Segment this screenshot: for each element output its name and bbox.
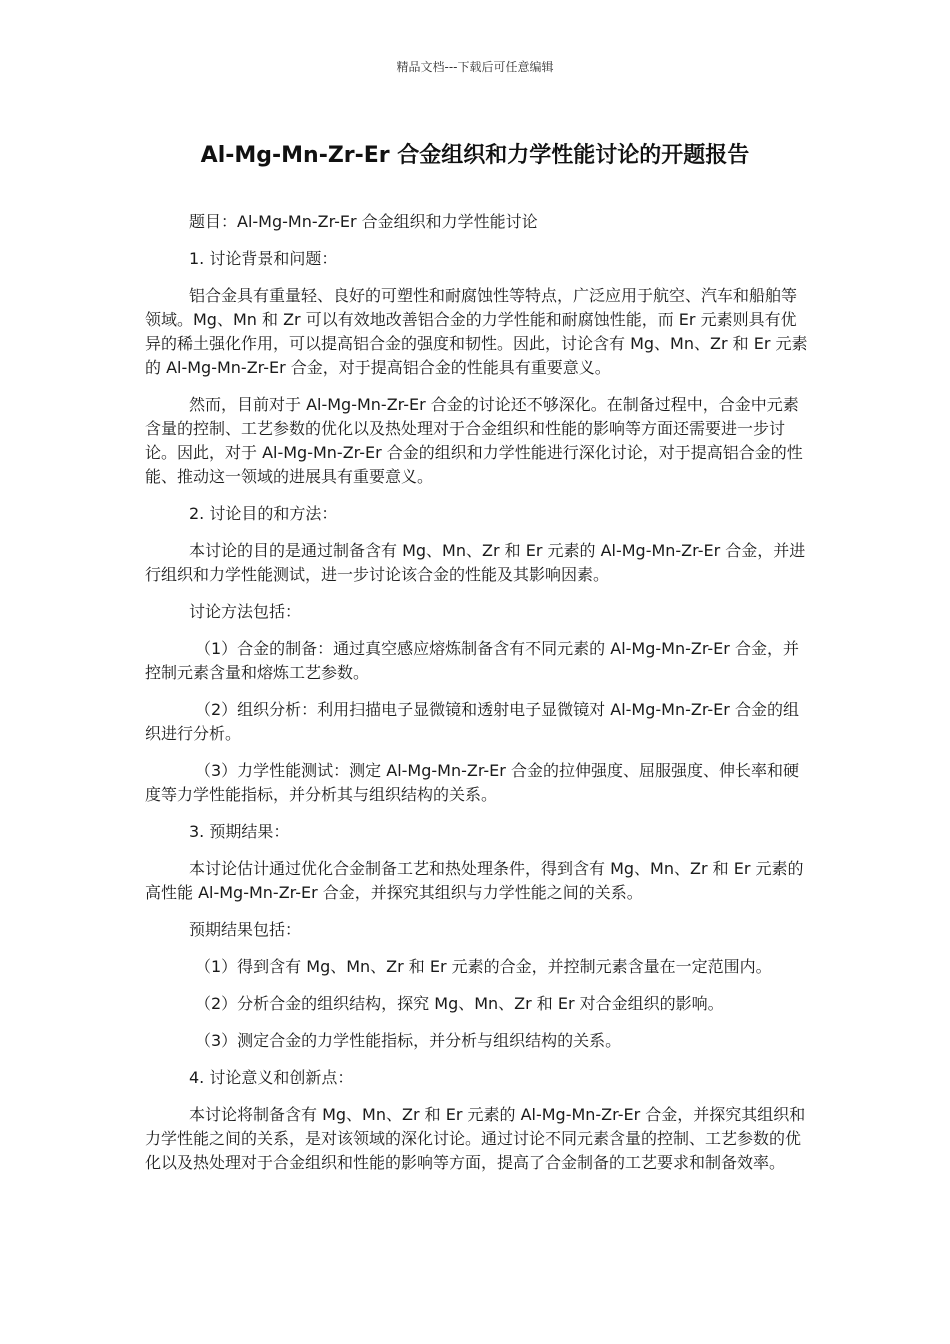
paragraph-background: 铝合金具有重量轻、良好的可塑性和耐腐蚀性等特点，广泛应用于航空、汽车和船舶等领域。Mg、Mn 和 Zr 可以有效地改善铝合金的力学性能和耐腐蚀性能，而 Er 元素则具有优异的稀土强化作用，可以提高铝合金的强度和韧性。因此，讨论含有 Mg、Mn、Zr 和 Er 元素的 Al-Mg-Mn-Zr-Er 合金，对于提高铝合金的性能具有重要意义。 [145, 286, 808, 377]
section-heading-background: 1. 讨论背景和问题： [189, 249, 338, 268]
document-title: Al-Mg-Mn-Zr-Er 合金组织和力学性能讨论的开题报告 [200, 143, 750, 168]
section-heading-significance: 4. 讨论意义和创新点： [189, 1068, 354, 1087]
method-item: （2）组织分析：利用扫描电子显微镜和透射电子显微镜对 Al-Mg-Mn-Zr-Er 合金的组织进行分析。 [145, 700, 799, 743]
topic-line: 题目：Al-Mg-Mn-Zr-Er 合金组织和力学性能讨论 [189, 212, 538, 231]
method-item: （1）合金的制备：通过真空感应熔炼制备含有不同元素的 Al-Mg-Mn-Zr-Er 合金，并控制元素含量和熔炼工艺参数。 [145, 639, 799, 682]
methods-intro: 讨论方法包括： [189, 602, 302, 621]
paragraph-significance: 本讨论将制备含有 Mg、Mn、Zr 和 Er 元素的 Al-Mg-Mn-Zr-Er 合金，并探究其组织和力学性能之间的关系，是对该领域的深化讨论。通过讨论不同元素含量的控制、工艺参数的优化以及热处理对于合金组织和性能的影响等方面，提高了合金制备的工艺要求和制备效率。 [145, 1105, 806, 1172]
expected-intro: 预期结果包括： [189, 920, 302, 939]
document-body [145, 210, 810, 1188]
paragraph-purpose: 本讨论的目的是通过制备含有 Mg、Mn、Zr 和 Er 元素的 Al-Mg-Mn-Zr-Er 合金，并进行组织和力学性能测试，进一步讨论该合金的性能及其影响因素。 [145, 541, 806, 584]
expected-item: （3）测定合金的力学性能指标，并分析与组织结构的关系。 [195, 1031, 622, 1050]
paragraph-problem: 然而，目前对于 Al-Mg-Mn-Zr-Er 合金的讨论还不够深化。在制备过程中，合金中元素含量的控制、工艺参数的优化以及热处理对于合金组织和性能的影响等方面还需要进一步讨论。因此，对于 Al-Mg-Mn-Zr-Er 合金的组织和力学性能进行深化讨论，对于提高铝合金的性能、推动这一领域的进展具有重要意义。 [145, 395, 803, 486]
expected-item: （2）分析合金的组织结构，探究 Mg、Mn、Zr 和 Er 对合金组织的影响。 [195, 994, 724, 1013]
header-note: 精品文档---下载后可任意编辑 [396, 60, 554, 74]
section-heading-purpose: 2. 讨论目的和方法： [189, 504, 338, 523]
paragraph-expected: 本讨论估计通过优化合金制备工艺和热处理条件，得到含有 Mg、Mn、Zr 和 Er 元素的高性能 Al-Mg-Mn-Zr-Er 合金，并探究其组织与力学性能之间的关系。 [145, 859, 804, 902]
method-item: （3）力学性能测试：测定 Al-Mg-Mn-Zr-Er 合金的拉伸强度、屈服强度、伸长率和硬度等力学性能指标，并分析其与组织结构的关系。 [145, 761, 799, 804]
expected-item: （1）得到含有 Mg、Mn、Zr 和 Er 元素的合金，并控制元素含量在一定范围内。 [195, 957, 772, 976]
section-heading-expected: 3. 预期结果： [189, 822, 290, 841]
